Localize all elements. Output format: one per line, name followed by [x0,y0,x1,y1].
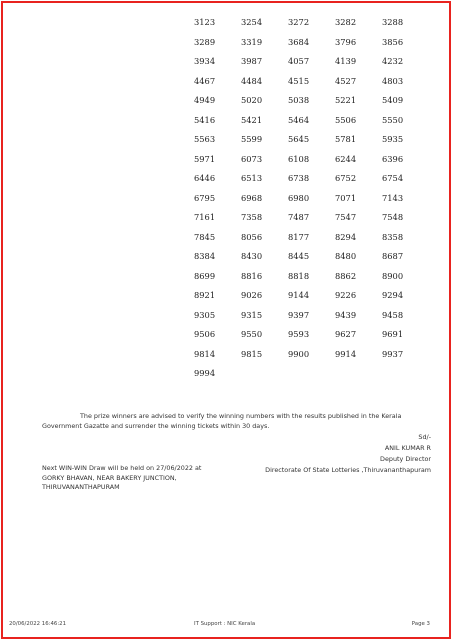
winning-number: 9226 [335,290,357,300]
winning-number: 6738 [288,173,310,183]
winning-number: 6795 [194,192,216,203]
winning-number: 5221 [335,95,357,105]
notice-line-2: Government Gazatte and surrender the winning tickets within 30 days. [42,422,270,430]
signatory-office: Directorate Of State Lotteries ,Thiruvananthapuram [265,466,431,474]
winning-number: 6752 [335,173,357,183]
winning-number: 9814 [194,348,216,359]
winning-number: 4803 [382,75,404,86]
winning-number: 9305 [194,309,216,320]
winning-number: 9994 [194,368,216,378]
winning-number: 6244 [335,153,357,164]
winning-number: 3934 [194,56,216,66]
winning-number: 3987 [241,56,263,66]
winning-number: 3288 [382,17,404,27]
winning-number: 8056 [241,231,263,242]
winning-number: 6980 [288,192,310,203]
winning-number: 5935 [382,134,404,144]
footer-support: IT Support : NIC Kerala [194,621,256,627]
winning-number: 5464 [288,114,310,125]
winning-number: 6073 [241,153,263,164]
winning-number: 4057 [288,56,310,66]
winning-number: 5781 [335,134,357,144]
signature-sd: Sd/- [418,433,431,441]
winning-number: 5020 [241,95,263,105]
winning-number: 9937 [382,348,404,359]
winning-number: 9439 [335,309,357,320]
winning-number: 9026 [241,290,263,300]
winning-number: 9315 [241,309,263,320]
winning-number: 4139 [335,56,357,66]
winning-number: 8480 [335,251,357,261]
winning-number: 8816 [241,270,263,281]
winning-number: 9900 [288,348,310,359]
winning-number: 5038 [288,95,310,105]
signatory-name: ANIL KUMAR R [384,444,431,452]
winning-number: 3289 [194,36,216,47]
winning-number: 3254 [241,17,263,27]
winning-number: 6396 [382,153,404,164]
winning-number: 8430 [241,251,263,261]
winning-number: 3123 [194,17,216,27]
winning-number: 5416 [194,114,216,125]
winning-number: 4232 [382,56,404,66]
winning-number: 8177 [288,231,310,242]
winning-number: 6108 [288,153,310,164]
notice-line-1: The prize winners are advised to verify the winning numbers with the results published in the Kerala [80,412,402,420]
winning-number: 8687 [382,251,404,261]
winning-number: 3684 [288,36,310,47]
winning-number: 9144 [288,290,310,300]
winning-number: 3272 [288,17,310,27]
next-draw-line-3: THIRUVANANTHAPURAM [42,483,120,491]
winning-number: 8445 [288,251,310,261]
winning-number: 6446 [194,173,216,183]
winning-number: 3796 [335,36,357,47]
signatory-designation: Deputy Director [380,455,431,463]
winning-number: 5550 [382,114,404,125]
winning-number: 7548 [382,212,404,222]
winning-number: 9506 [194,329,216,339]
winning-number: 4467 [194,75,216,86]
winning-number: 5599 [241,134,263,144]
winning-number: 4527 [335,75,357,86]
winning-number: 7358 [241,212,263,222]
winning-number: 7547 [335,212,357,222]
winning-numbers-grid [194,16,429,387]
next-draw-info [42,464,201,493]
winning-number: 6754 [382,173,404,183]
notice-text [42,411,442,431]
winning-number: 7071 [335,192,357,203]
winning-number: 7161 [194,212,216,222]
footer-timestamp: 20/06/2022 16:46:21 [9,621,66,627]
winning-number: 4484 [241,75,263,86]
winning-number: 9627 [335,329,357,339]
winning-number: 7845 [194,231,216,242]
winning-number: 9593 [288,329,310,339]
winning-number: 5645 [288,134,310,144]
winning-number: 8358 [382,231,404,242]
winning-number: 7143 [382,192,404,203]
winning-number: 9815 [241,348,263,359]
winning-number: 9550 [241,329,263,339]
winning-number: 9294 [382,290,404,300]
winning-number: 4515 [288,75,310,86]
winning-number: 5409 [382,95,404,105]
footer-page-number: Page 3 [411,621,430,627]
winning-number: 5506 [335,114,357,125]
winning-number: 8921 [194,290,216,300]
winning-number: 5563 [194,134,216,144]
winning-number: 8862 [335,270,357,281]
winning-number: 5421 [241,114,263,125]
next-draw-line-1: Next WIN-WIN Draw will be held on 27/06/2022 at [42,464,202,472]
winning-number: 9914 [335,348,357,359]
winning-number: 3319 [241,36,263,47]
winning-number: 3856 [382,36,404,47]
winning-number: 5971 [194,153,216,164]
winning-number: 3282 [335,17,357,27]
winning-number: 8384 [194,251,216,261]
winning-number: 6968 [241,192,263,203]
winning-number: 4949 [194,95,216,105]
winning-number: 9458 [382,309,404,320]
winning-number: 6513 [241,173,263,183]
winning-number: 8699 [194,270,216,281]
winning-number: 8818 [288,270,310,281]
winning-number: 8900 [382,270,404,281]
winning-number: 7487 [288,212,310,222]
winning-number: 9397 [288,309,310,320]
winning-number: 9691 [382,329,404,339]
winning-number: 8294 [335,231,357,242]
next-draw-line-2: GORKY BHAVAN, NEAR BAKERY JUNCTION, [42,473,177,482]
